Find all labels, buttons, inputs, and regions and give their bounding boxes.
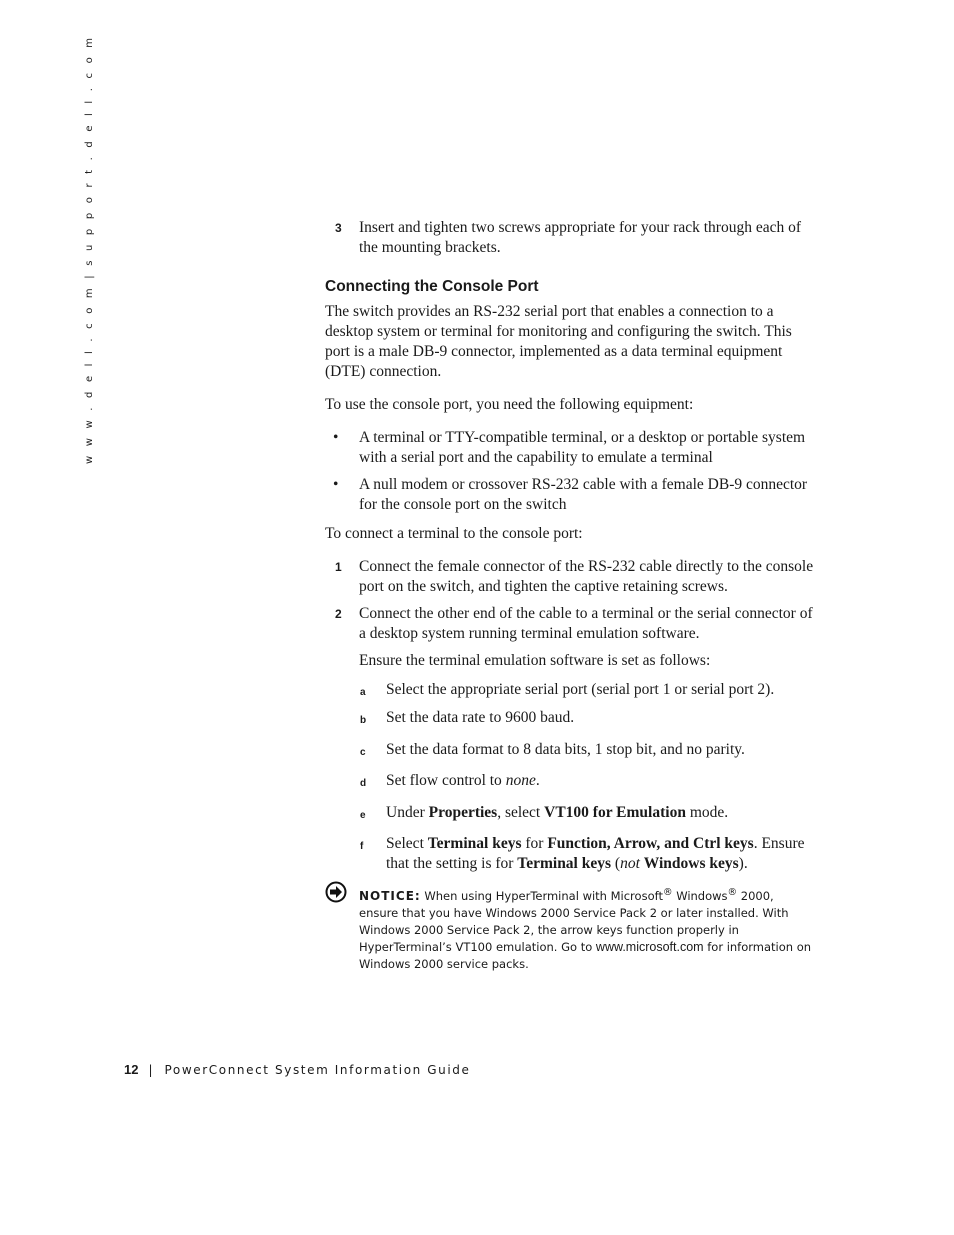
substep-e <box>325 803 815 823</box>
substep-text: Under <box>386 803 429 821</box>
notice-label: NOTICE: <box>359 888 421 903</box>
guide-title: PowerConnect System Information Guide <box>164 1063 471 1077</box>
substep-f <box>325 834 815 873</box>
substep-letter: e <box>360 809 366 821</box>
step-text: Insert and tighten two screws appropriate for your rack through each of the mounting brackets. <box>359 219 802 256</box>
bullet-dot: • <box>333 476 339 493</box>
ensure-label: Ensure the terminal emulation software is set as follows: <box>359 652 711 669</box>
term-properties: Properties <box>428 803 498 821</box>
step-2 <box>325 604 815 643</box>
substep-text: ). <box>738 854 748 872</box>
notice-text: 2000, ensure that you have Windows 2000 Service Pack 2 or later installed. With Windows 2000 Service Pack 2, the arrow keys function properly in HyperTerminal’s VT100 emulation. Go to <box>359 888 789 954</box>
notice-text: When using HyperTerminal with Microsoft <box>420 888 663 903</box>
intro-paragraph: The switch provides an RS-232 serial port that enables a connection to a desktop system or terminal for monitoring and configuring the switch. This port is a male DB-9 connector, implemented as a data terminal equipment (DTE) connection. <box>325 303 792 380</box>
substep-text: for <box>521 835 548 852</box>
registered-mark: ® <box>662 887 673 898</box>
substep-text: Select <box>386 835 428 852</box>
side-url: w w w . d e l l . c o m | s u p p o r t . d e l l . c o m <box>84 34 95 464</box>
footer-separator: | <box>148 1063 153 1077</box>
notice-text: Windows <box>672 888 728 903</box>
ensure-text <box>325 651 815 671</box>
term-function-keys: Function, Arrow, and Ctrl keys <box>547 835 754 852</box>
notice-box <box>325 884 815 973</box>
term-terminal-keys: Terminal keys <box>517 854 612 872</box>
substep-text: mode. <box>685 803 729 821</box>
emphasis-not: not <box>620 854 640 872</box>
substep-text: Set the data format to 8 data bits, 1 stop bit, and no parity. <box>386 740 745 758</box>
page-number: 12 <box>124 1062 139 1077</box>
substep-text: , select <box>497 803 545 821</box>
substep-letter: d <box>360 778 367 789</box>
bullet-dot: • <box>333 429 339 446</box>
equipment-intro: To use the console port, you need the following equipment: <box>325 396 694 413</box>
punctuation: . <box>535 772 540 789</box>
section-heading: Connecting the Console Port <box>325 278 539 295</box>
term-vt100: VT100 for Emulation <box>544 803 686 821</box>
substep-text: ( <box>611 854 621 872</box>
substep-letter: f <box>360 841 364 852</box>
substep-letter: b <box>360 715 367 726</box>
page-footer <box>124 1062 471 1077</box>
step-number: 1 <box>335 560 342 574</box>
term-terminal-keys: Terminal keys <box>427 835 522 852</box>
bullet-item <box>325 428 815 467</box>
substep-d <box>325 771 815 791</box>
notice-arrow-icon <box>325 881 347 903</box>
step-number: 3 <box>335 221 342 235</box>
substep-text: Set the data rate to 9600 baud. <box>386 709 575 726</box>
step-3 <box>325 218 815 257</box>
registered-mark: ® <box>727 887 738 898</box>
bullet-text: A null modem or crossover RS-232 cable with a female DB-9 connector for the console port on the switch <box>359 476 808 513</box>
substep-b <box>325 708 815 728</box>
substep-letter: c <box>360 746 366 758</box>
substep-c <box>325 740 815 760</box>
step-text: Connect the other end of the cable to a terminal or the serial connector of a desktop system running terminal emulation software. <box>359 605 813 642</box>
notice-text: for information on Windows 2000 service packs. <box>359 939 812 971</box>
microsoft-link[interactable]: www.microsoft.com <box>595 939 704 954</box>
page-content <box>325 218 815 973</box>
term-windows-keys: Windows keys <box>643 854 739 872</box>
bullet-text: A terminal or TTY-compatible terminal, or a desktop or portable system with a serial port and the capability to emulate a terminal <box>359 429 806 466</box>
emphasis-none: none <box>505 772 536 789</box>
substep-a <box>325 680 815 700</box>
step-number: 2 <box>335 607 342 621</box>
substep-text: . Ensure that the setting is for <box>386 835 805 872</box>
substep-text: Set flow control to <box>386 772 506 789</box>
bullet-item <box>325 475 815 514</box>
substep-text: Select the appropriate serial port (serial port 1 or serial port 2). <box>386 680 775 698</box>
step-1 <box>325 557 815 596</box>
substep-letter: a <box>360 686 366 698</box>
step-text: Connect the female connector of the RS-232 cable directly to the console port on the switch, and tighten the captive retaining screws. <box>359 558 814 595</box>
connect-intro: To connect a terminal to the console port: <box>325 525 583 542</box>
